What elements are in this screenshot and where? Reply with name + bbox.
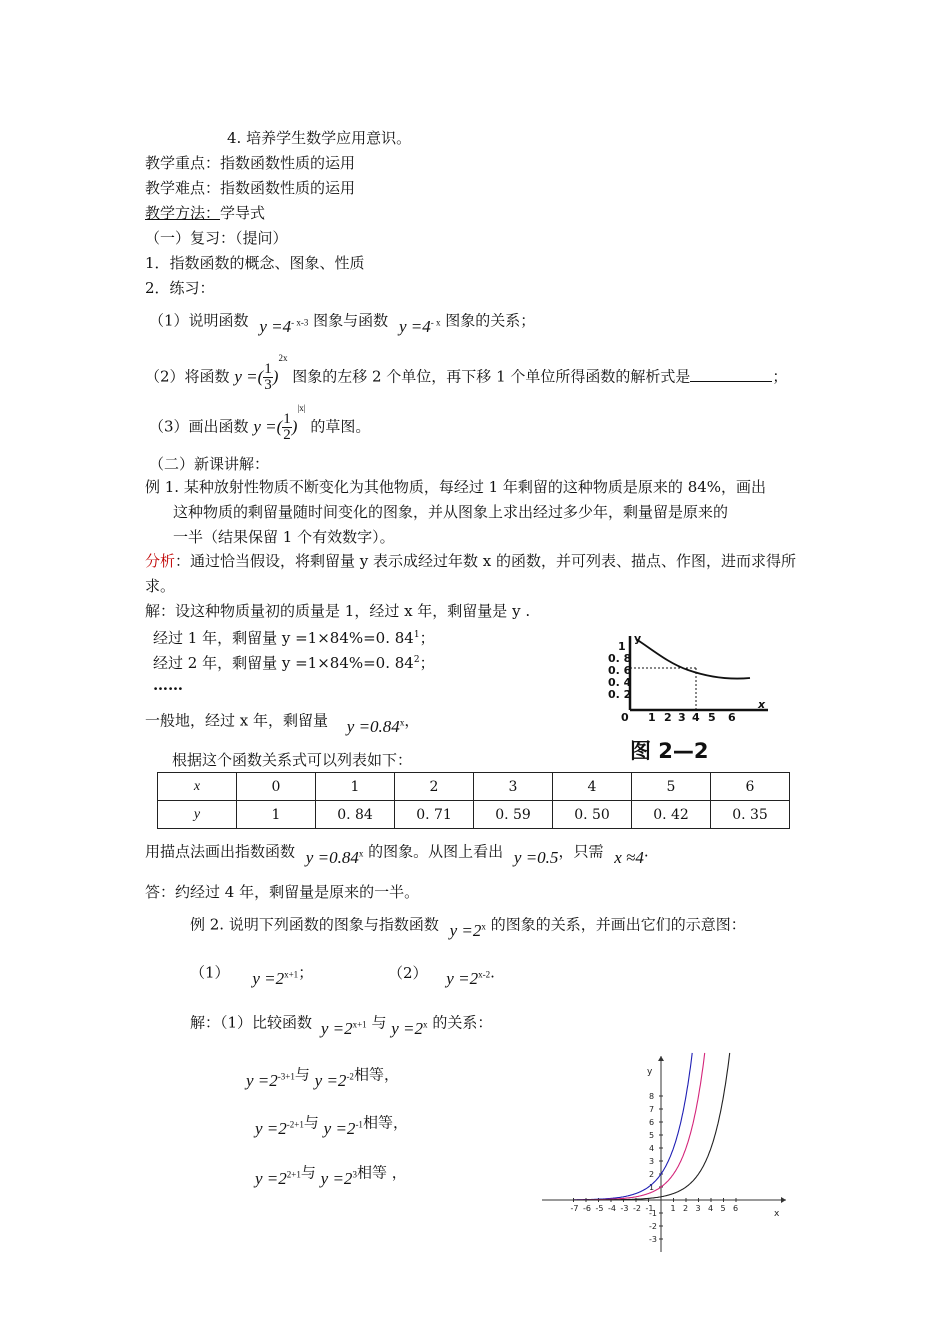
y-axis-arrow: [658, 1056, 664, 1061]
example2-items: （1） $y =2^{x+1}$； （2） $y =2^{x-2}$.: [190, 963, 495, 988]
y-axis-label: y: [647, 1067, 653, 1077]
y-tick-label: -3: [649, 1235, 657, 1244]
decay-curve: [636, 639, 750, 679]
analysis-line2: 求。: [145, 577, 176, 595]
x-tick-label: -3: [620, 1204, 629, 1213]
xtick: 3: [678, 711, 686, 724]
ytick: 0. 4: [608, 676, 632, 689]
solution-line2: 经过 1 年，剩留量 y =1×84%=0. $84^1$；: [153, 629, 435, 647]
axis-x-label: x: [758, 698, 766, 711]
review-item-2: 2．练习：: [145, 279, 215, 297]
x-tick-label: -1: [645, 1204, 654, 1213]
difficulty: 教学难点：指数函数性质的运用: [145, 179, 356, 197]
xtick: 1: [648, 711, 656, 724]
example1-line1: 例 1. 某种放射性物质不断变化为其他物质，每经过 1 年剩留的这种物质是原来的 84%，画出: [145, 478, 767, 496]
review-item-1: 1．指数函数的概念、图象、性质: [145, 254, 365, 272]
x-tick-label: -6: [583, 1204, 591, 1213]
xtick: 0: [621, 711, 629, 724]
x-tick-label: -5: [595, 1204, 604, 1213]
table-header-x: x: [158, 773, 237, 801]
xtick: 2: [664, 711, 672, 724]
xtick: 6: [728, 711, 736, 724]
example2-solution: 解：（1）比较函数 $y =2^{x+1}$ 与 $y =2^x$ 的关系：: [190, 1013, 493, 1038]
key-points: 教学重点：指数函数性质的运用: [145, 154, 356, 172]
xtick: 4: [692, 711, 700, 724]
x-axis-arrow: [781, 1197, 786, 1203]
y-tick-label: 1: [649, 1183, 655, 1192]
equation-2: $y =2^{-2+1}$与 $y =2^{-1}$相等，: [255, 1113, 408, 1138]
ytick: 0. 2: [608, 688, 632, 701]
axis-y-label: y: [634, 632, 642, 645]
x-tick-label: 6: [733, 1204, 739, 1213]
solution-line3: 经过 2 年，剩留量 y =1×84%=0. $84^2$；: [153, 654, 435, 672]
y-tick-label: 8: [649, 1092, 655, 1101]
figure-caption: 图 2—2: [630, 739, 709, 763]
new-lesson-heading: （二）新课讲解：: [149, 455, 270, 473]
table-row: y 1 0. 84 0. 71 0. 59 0. 50 0. 42 0. 35: [158, 801, 790, 829]
y-tick-label: 4: [649, 1144, 655, 1153]
ytick: 0. 6: [608, 664, 632, 677]
y-tick-label: -1: [649, 1209, 657, 1218]
example1-line2: 这种物质的剩留量随时间变化的图象，并从图象上求出经过多少年，剩量留是原来的: [173, 503, 729, 521]
ytick: 1: [618, 640, 626, 653]
exponential-graph: [538, 1052, 790, 1256]
x-tick-label: 4: [708, 1204, 714, 1213]
x-tick-label: -2: [633, 1204, 641, 1213]
answer: 答：约经过 4 年，剩留量是原来的一半。: [145, 883, 420, 901]
y-tick-label: 6: [649, 1118, 655, 1127]
y-tick-label: 3: [649, 1157, 655, 1166]
ellipsis: ……: [153, 676, 183, 694]
x-tick-label: -4: [608, 1204, 616, 1213]
y-tick-label: 2: [649, 1170, 655, 1179]
general-formula: 一般地，经过 x 年，剩留量 $y =0.84^x$，: [145, 711, 420, 736]
analysis-line1: 分析：通过恰当假设，将剩留量 y 表示成经过年数 x 的函数，并可列表、描点、作图，进而求得所: [145, 552, 797, 570]
table-row: x 0 1 2 3 4 5 6: [158, 773, 790, 801]
y-tick-label: 5: [649, 1131, 655, 1140]
x-tick-label: 2: [683, 1204, 689, 1213]
equation-3: $y =2^{2+1}$与 $y =2^3$相等 ，: [255, 1163, 407, 1188]
exercise-2: （2）将函数 y =( $\frac{1}{3}$ )$^{2x}$ 图象的左移 2 个单位，再下移 1 个单位所得函数的解析式是 ；: [145, 353, 788, 394]
example1-line3: 一半（结果保留 1 个有效数字）。: [173, 528, 395, 546]
y-tick-label: -2: [649, 1222, 657, 1231]
x-axis-label: x: [774, 1209, 780, 1219]
equation-1: $y =2^{-3+1}$与 $y =2^{-2}$相等，: [246, 1065, 399, 1090]
table-header-y: y: [158, 801, 237, 829]
goal-item-4: 4. 培养学生数学应用意识。: [227, 129, 412, 147]
method: 教学方法：学导式: [145, 204, 266, 222]
answer-blank[interactable]: [690, 367, 772, 382]
review-heading: （一）复习：（提问）: [145, 229, 288, 247]
plot-statement: 用描点法画出指数函数 $y =0.84^x$ 的图象。从图上看出 y =0.5，只需 x ≈4.: [145, 842, 649, 867]
y-tick-label: 7: [649, 1105, 655, 1114]
exponential-curve: [574, 1053, 705, 1200]
example2-intro: 例 2. 说明下列函数的图象与指数函数 $y =2^x$ 的图象的关系，并画出它们的示意图：: [190, 915, 746, 940]
exponential-curve: [574, 1053, 693, 1200]
x-tick-label: 5: [720, 1204, 726, 1213]
ytick: 0. 8: [608, 652, 632, 665]
x-tick-label: 1: [670, 1204, 676, 1213]
value-table: [157, 772, 790, 829]
x-tick-label: 3: [695, 1204, 701, 1213]
solution-line1: 解：设这种物质量初的质量是 1，经过 x 年，剩留量是 y .: [145, 602, 531, 620]
exercise-1: （1）说明函数 $y =4^{- x-3}$ 图象与函数 $y =4^{- x}$ 图象的关系；: [149, 311, 536, 336]
x-tick-label: -7: [570, 1204, 579, 1213]
xtick: 5: [708, 711, 716, 724]
exercise-3: （3）画出函数 y =( $\frac{1}{2}$ )$^{|x|}$ 的草图。: [149, 403, 371, 444]
table-intro: 根据这个函数关系式可以列表如下：: [172, 751, 413, 769]
